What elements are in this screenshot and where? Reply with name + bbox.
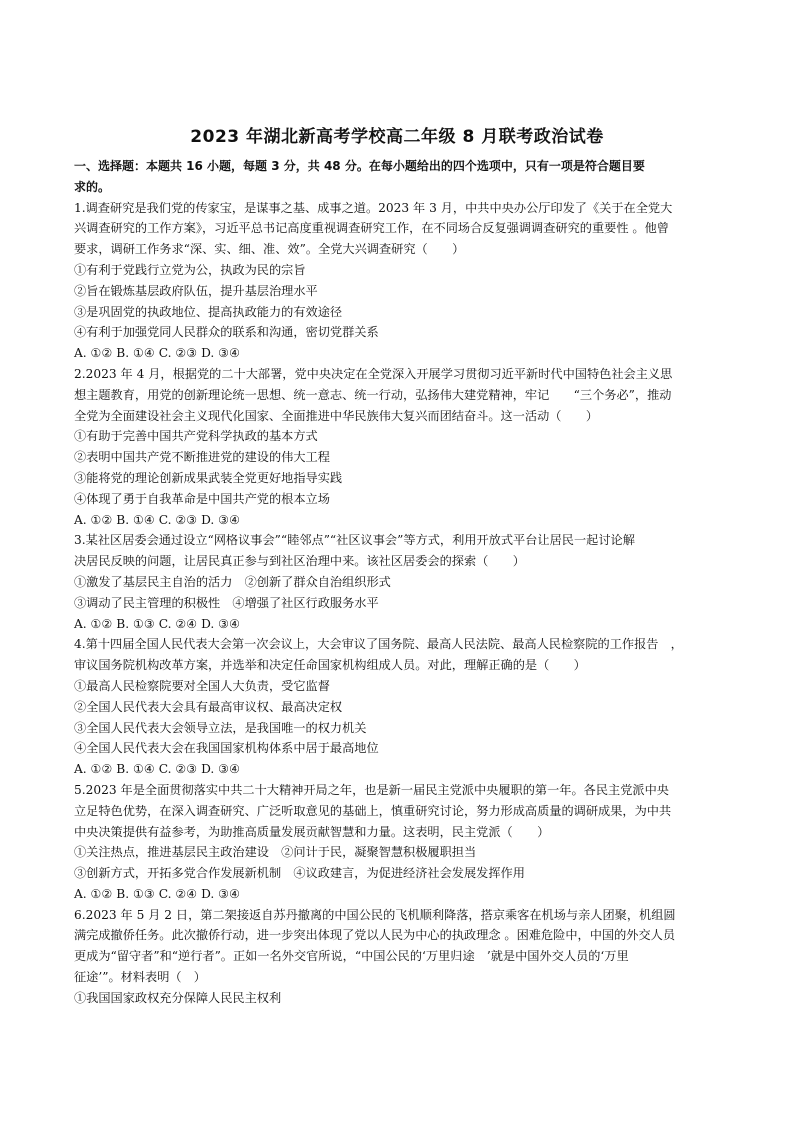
question-4: [74, 634, 724, 780]
statement-item: ③创新方式，开拓多党合作发展新机制 ④议政建言，为促进经济社会发展发挥作用: [74, 866, 525, 881]
question-stem-line: 1.调查研究是我们党的传家宝，是谋事之基、成事之道。2023 年 3 月，中共中央办公厅印发了《关于在全党大: [74, 200, 673, 215]
section-heading: [74, 156, 724, 198]
statement-item: ④体现了勇于自我革命是中国共产党的根本立场: [74, 491, 330, 506]
statement-item: ④有利于加强党同人民群众的联系和沟通，密切党群关系: [74, 325, 379, 340]
question-stem-line: 3.某社区居委会通过设立“网格议事会”“睦邻点”“社区议事会”等方式，利用开放式平台让居民一起讨论解: [74, 533, 635, 548]
statement-item: ③调动了民主管理的积极性 ④增强了社区行政服务水平: [74, 595, 379, 610]
question-stem-line: 4.第十四届全国人民代表大会第一次会议上，大会审议了国务院、最高人民法院、最高人民检察院的工作报告 ，: [74, 637, 683, 652]
question-stem-line: 征途’”。材料表明（ ）: [74, 970, 206, 985]
statement-item: ③能将党的理论创新成果武装全党更好地指导实践: [74, 470, 343, 485]
answer-choices: A. ①② B. ①④ C. ②③ D. ③④: [74, 762, 241, 777]
question-stem-line: 中央决策提供有益参考，为助推高质量发展贡献智慧和力量。这表明，民主党派（ ）: [74, 824, 550, 839]
question-stem-line: 更成为“留守者”和“逆行者”。正如一名外交官所说，“中国公民的‘万里归途 ’就是中国外交人员的‘万里: [74, 949, 629, 964]
section-heading-line: 求的。: [74, 179, 111, 194]
question-stem-line: 要求，调研工作务求“深、实、细、准、效”。全党大兴调查研究（ ）: [74, 242, 465, 257]
statement-item: ①有利于党践行立党为公，执政为民的宗旨: [74, 262, 306, 277]
answer-choices: A. ①② B. ①③ C. ②④ D. ③④: [74, 616, 241, 631]
answer-choices: A. ①② B. ①④ C. ②③ D. ③④: [74, 346, 241, 361]
statement-item: ③全国人民代表大会领导立法，是我国唯一的权力机关: [74, 720, 367, 735]
question-3: [74, 530, 724, 634]
question-stem-line: 审议国务院机构改革方案，并选举和决定任命国家机构组成人员。对此，理解正确的是（ ）: [74, 658, 586, 673]
statement-item: ①激发了基层民主自治的活力 ②创新了群众自治组织形式: [74, 574, 391, 589]
statement-item: ②表明中国共产党不断推进党的建设的伟大工程: [74, 450, 330, 465]
question-2: [74, 364, 724, 530]
question-6: [74, 905, 724, 1009]
exam-content: [74, 156, 724, 1009]
answer-choices: A. ①② B. ①④ C. ②③ D. ③④: [74, 512, 241, 527]
answer-choices: A. ①② B. ①③ C. ②④ D. ③④: [74, 886, 241, 901]
statement-item: ①关注热点，推进基层民主政治建设 ②问计于民，凝聚智慧积极履职担当: [74, 845, 477, 860]
statement-item: ①最高人民检察院要对全国人大负责，受它监督: [74, 678, 330, 693]
question-stem-line: 立足特色优势，在深入调查研究、广泛听取意见的基础上，慎重研究讨论，努力形成高质量的调研成果，为中共: [74, 803, 672, 818]
question-stem-line: 兴调查研究的工作方案》，习近平总书记高度重视调查研究工作，在不同场合反复强调调查研究的重要性 。他曾: [74, 221, 669, 236]
page-title: 2023 年湖北新高考学校高二年级 8 月联考政治试卷: [190, 127, 604, 147]
section-heading-line: 一、选择题：本题共 16 小题，每题 3 分，共 48 分。在每小题给出的四个选项中，只有一项是符合题目要: [74, 159, 645, 173]
question-stem-line: 决居民反映的问题，让居民真正参与到社区治理中来。该社区居委会的探索（ ）: [74, 554, 525, 569]
question-stem-line: 2.2023 年 4 月，根据党的二十大部署，党中央决定在全党深入开展学习贯彻习近平新时代中国特色社会主义思: [74, 366, 673, 381]
statement-item: ①有助于完善中国共产党科学执政的基本方式: [74, 429, 318, 444]
question-stem-line: 想主题教育，用党的创新理论统一思想、统一意志、统一行动，弘扬伟大建党精神，牢记 “三个务必”，推动: [74, 387, 672, 402]
question-stem-line: 5.2023 年是全面贯彻落实中共二十大精神开局之年，也是新一届民主党派中央履职的第一年。各民主党派中央: [74, 782, 669, 797]
statement-item: ②旨在锻炼基层政府队伍，提升基层治理水平: [74, 283, 318, 298]
statement-item: ①我国国家政权充分保障人民民主权利: [74, 990, 282, 1005]
question-stem-line: 满完成撤侨任务。此次撤侨行动，进一步突出体现了党以人民为中心的执政理念 。困难危险中，中国的外交人员: [74, 928, 676, 943]
question-stem-line: 全党为全面建设社会主义现代化国家、全面推进中华民族伟大复兴而团结奋斗。这一活动（ ）: [74, 408, 599, 423]
statement-item: ④全国人民代表大会在我国国家机构体系中居于最高地位: [74, 741, 379, 756]
question-stem-line: 6.2023 年 5 月 2 日，第二架接返自苏丹撤离的中国公民的飞机顺利降落，搭京乘客在机场与亲人团聚，机组圆: [74, 907, 676, 922]
statement-item: ②全国人民代表大会具有最高审议权、最高决定权: [74, 699, 343, 714]
statement-item: ③是巩固党的执政地位、提高执政能力的有效途径: [74, 304, 343, 319]
question-1: [74, 198, 724, 364]
question-5: [74, 780, 724, 905]
